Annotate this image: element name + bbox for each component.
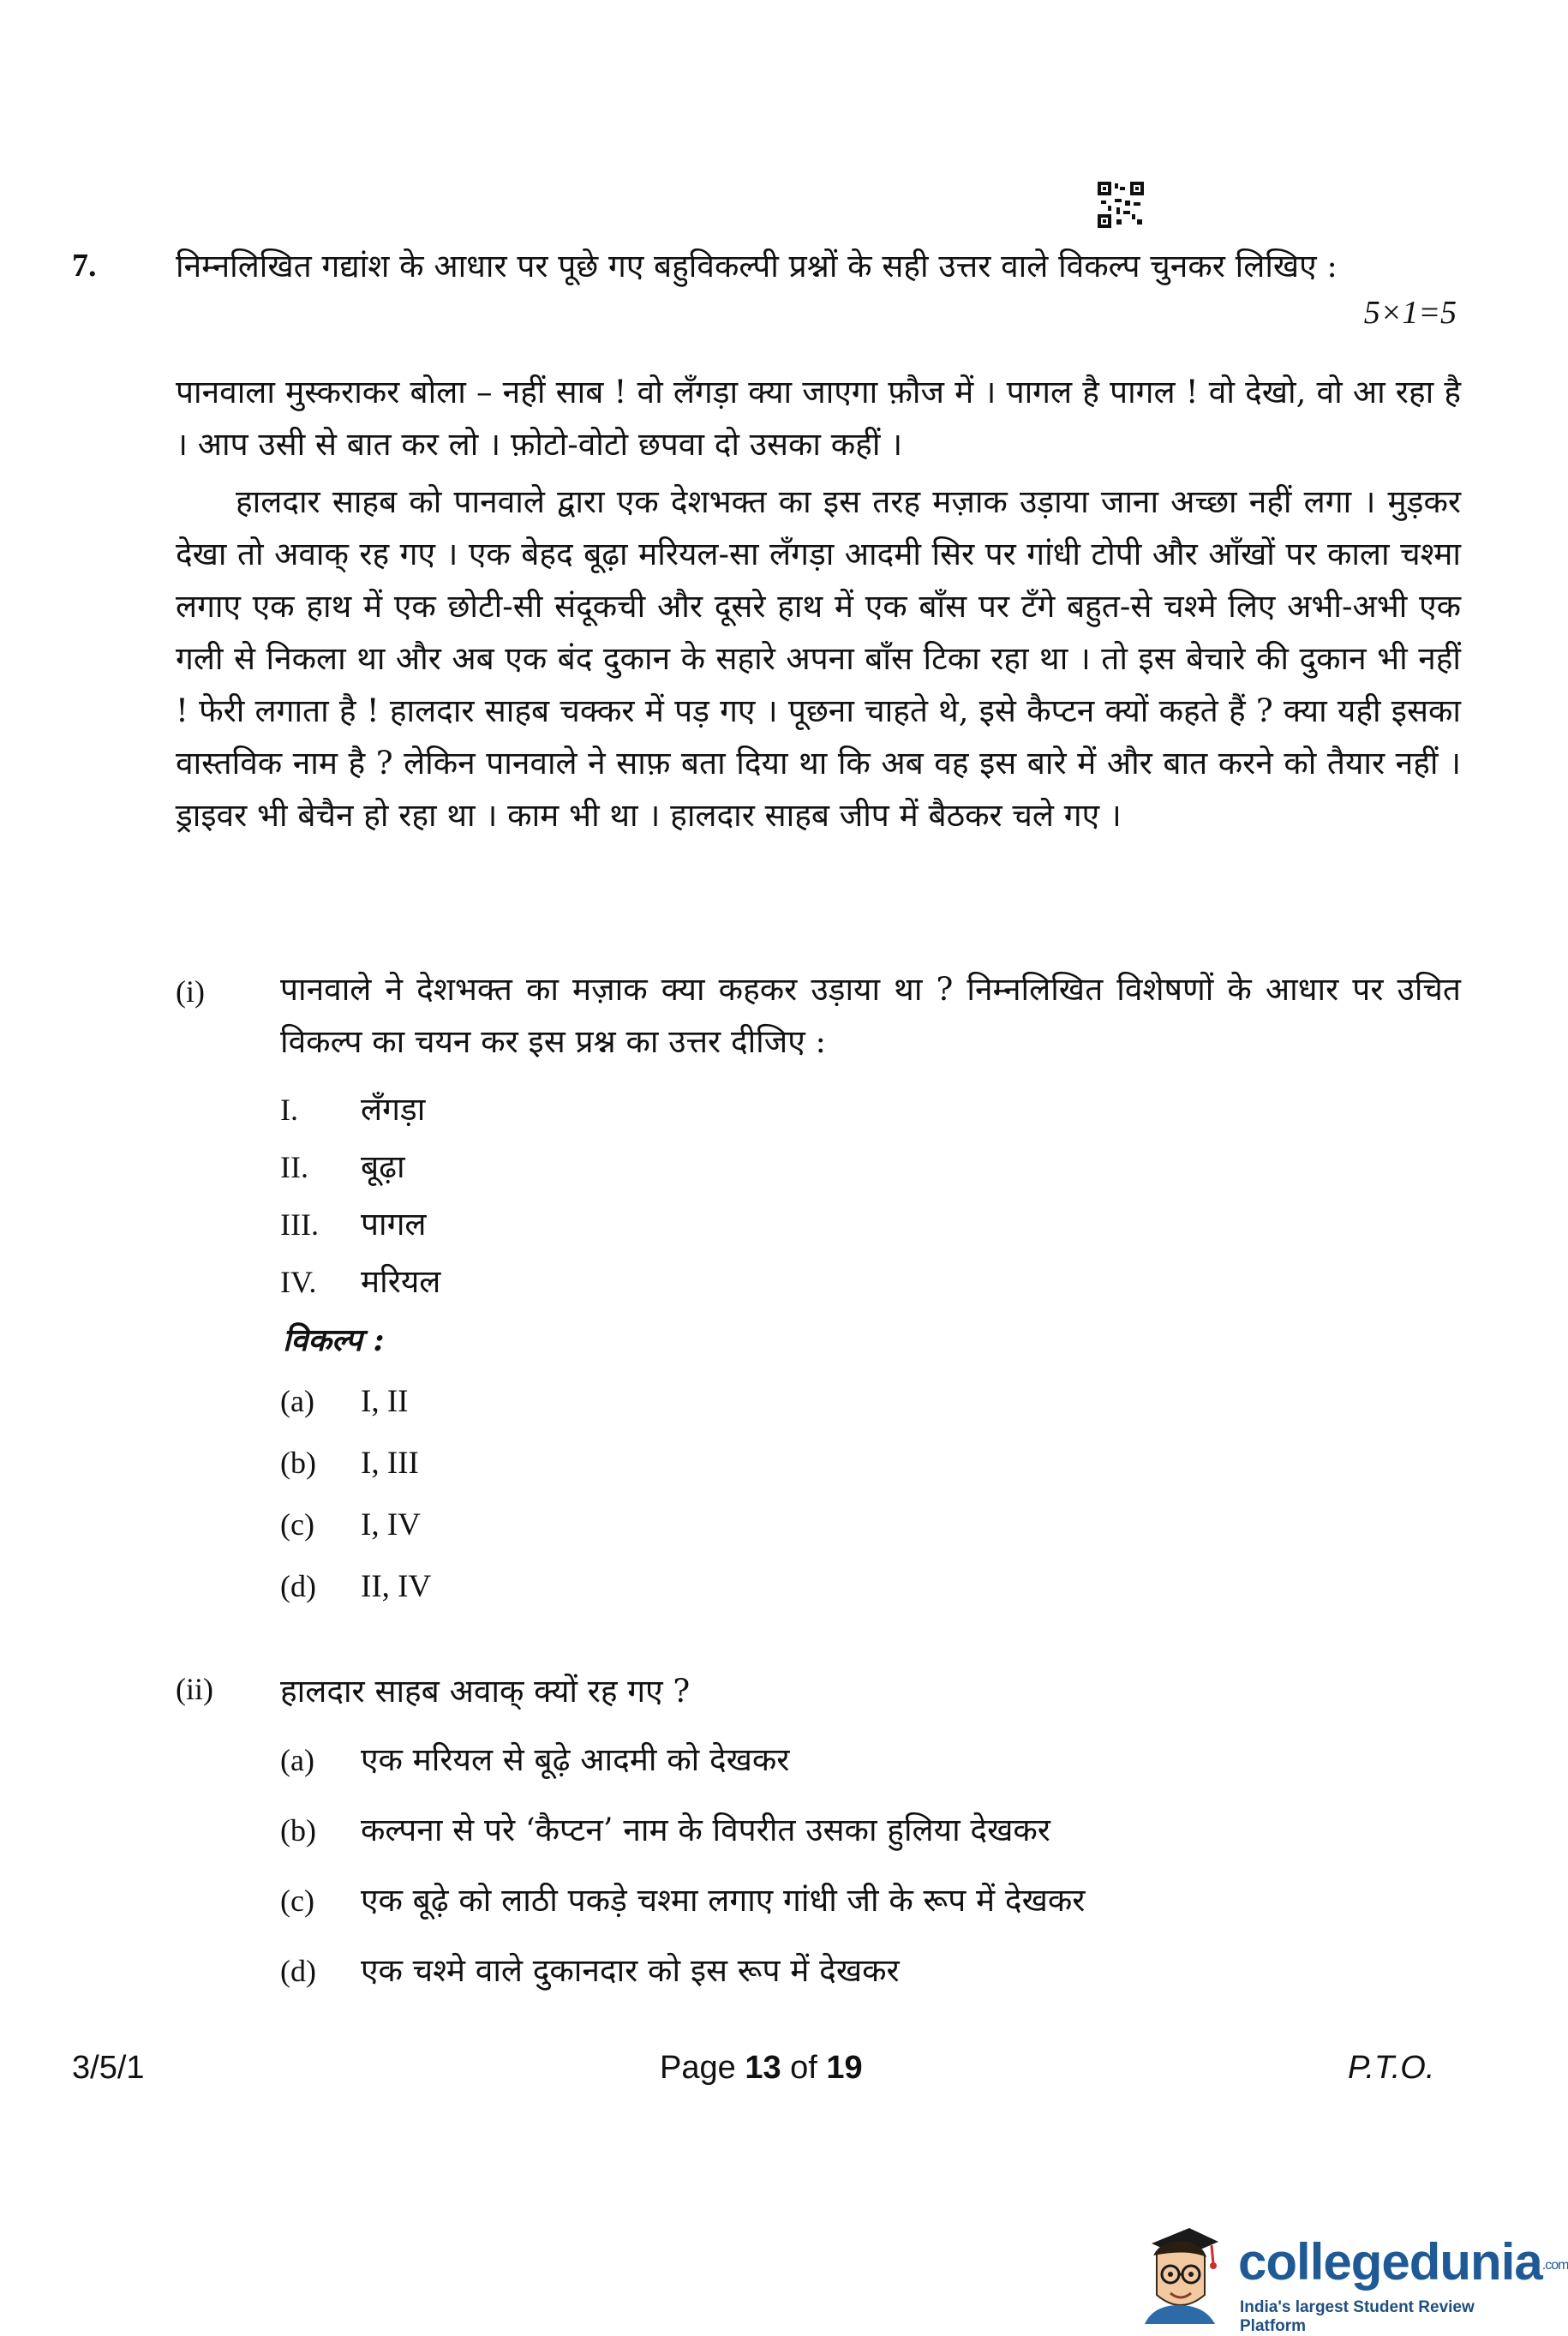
option bbox=[280, 1877, 1085, 1920]
option-text: एक चश्मे वाले दुकानदार को इस रूप में देखकर bbox=[361, 1952, 900, 1989]
paper-code: 3/5/1 bbox=[72, 2050, 145, 2086]
option bbox=[280, 1444, 419, 1482]
options-heading: विकल्प : bbox=[283, 1322, 385, 1358]
brand-tagline: India's largest Student Review Platform bbox=[1240, 2298, 1475, 2335]
option-text: I, III bbox=[361, 1446, 419, 1481]
item-text: पागल bbox=[361, 1206, 427, 1243]
subquestion-1-text: पानवाले ने देशभक्त का मज़ाक क्या कहकर उड़ाया था ? निम्नलिखित विशेषणों के आधार पर उचित विकल्प का चयन कर इस प्रश्न का उत्तर दीजिए : bbox=[280, 971, 1461, 1060]
list-item bbox=[280, 1143, 405, 1187]
subquestion-1-number: (i) bbox=[176, 974, 205, 1009]
option-label: (c) bbox=[280, 1884, 314, 1918]
page-number bbox=[660, 2050, 863, 2087]
item-text: मरियल bbox=[361, 1263, 441, 1300]
option bbox=[280, 1806, 1050, 1850]
option bbox=[280, 1947, 900, 1991]
page-current: 13 bbox=[745, 2050, 781, 2086]
brand-tld: .com bbox=[1541, 2258, 1568, 2273]
option-label: (b) bbox=[280, 1446, 316, 1480]
item-text: लँगड़ा bbox=[361, 1091, 426, 1128]
list-item bbox=[280, 1258, 440, 1302]
qr-code-icon bbox=[1098, 182, 1144, 228]
mascot-logo-icon bbox=[1136, 2219, 1222, 2324]
item-label: III. bbox=[280, 1207, 319, 1242]
page-prefix: Page bbox=[660, 2050, 745, 2086]
passage-paragraph-1: पानवाला मुस्कराकर बोला – नहीं साब ! वो लँगड़ा क्या जाएगा फ़ौज में । पागल है पागल ! वो देखो, वो आ रहा है । आप उसी से बात कर लो । फ़ोटो-वोटो छपवा दो उसका कहीं । bbox=[176, 374, 1461, 463]
page-total: 19 bbox=[826, 2050, 863, 2086]
option-label: (b) bbox=[280, 1813, 316, 1848]
option-text: एक मरियल से बूढ़े आदमी को देखकर bbox=[361, 1741, 790, 1778]
option bbox=[280, 1736, 789, 1780]
option-text: II, IV bbox=[361, 1569, 432, 1604]
subquestion-2-text: हालदार साहब अवाक् क्यों रह गए ? bbox=[280, 1673, 691, 1710]
option-label: (a) bbox=[280, 1743, 314, 1777]
item-label: II. bbox=[280, 1150, 308, 1184]
option-label: (d) bbox=[280, 1569, 316, 1603]
option-label: (c) bbox=[280, 1507, 314, 1542]
brand-name bbox=[1238, 2232, 1568, 2291]
item-label: I. bbox=[280, 1093, 298, 1127]
option-text: I, IV bbox=[361, 1507, 421, 1542]
question-instruction: निम्नलिखित गद्यांश के आधार पर पूछे गए बहुविकल्पी प्रश्नों के सही उत्तर वाले विकल्प चुनकर लिखिए : bbox=[176, 248, 1338, 285]
question-number: 7. bbox=[72, 248, 97, 284]
option bbox=[280, 1506, 421, 1543]
list-item bbox=[280, 1201, 427, 1244]
brand-name-text: collegedunia bbox=[1238, 2233, 1542, 2291]
pto-label: P.T.O. bbox=[1348, 2050, 1435, 2086]
page-of: of bbox=[781, 2050, 827, 2086]
item-label: IV. bbox=[280, 1265, 317, 1299]
question-marks: 5×1=5 bbox=[1363, 295, 1457, 331]
item-text: बूढ़ा bbox=[361, 1148, 405, 1185]
subquestion-2-number: (ii) bbox=[176, 1672, 213, 1706]
option-text: I, II bbox=[361, 1384, 409, 1419]
option-text: एक बूढ़े को लाठी पकड़े चश्मा लगाए गांधी जी के रूप में देखकर bbox=[361, 1882, 1086, 1919]
list-item bbox=[280, 1086, 425, 1129]
passage-paragraph-2: हालदार साहब को पानवाले द्वारा एक देशभक्त का इस तरह मज़ाक उड़ाया जाना अच्छा नहीं लगा । मुड़कर देखा तो अवाक् रह गए । एक बेहद बूढ़ा मरियल-सा लँगड़ा आदमी सिर पर गांधी टोपी और आँखों पर काला चश्मा लगाए एक हाथ में एक छोटी-सी संदूकची और दूसरे हाथ में एक बाँस पर टँगे बहुत-से चश्मे लिए अभी-अभी एक गली से निकला था और अब एक बंद दुकान के सहारे अपना बाँस टिका रहा था । तो इस बेचारे की दुकान भी नहीं ! फेरी लगाता है ! हालदार साहब चक्कर में पड़ गए । पूछना चाहते थे, इसे कैप्टन क्यों कहते हैं ? क्या यही इसका वास्तविक नाम है ? लेकिन पानवाले ने साफ़ बता दिया था कि अब वह इस बारे में और बात करने को तैयार नहीं । ड्राइवर भी बेचैन हो रहा था । काम भी था । हालदार साहब जीप में बैठकर चले गए । bbox=[176, 483, 1461, 834]
option bbox=[280, 1567, 431, 1605]
option bbox=[280, 1382, 408, 1420]
option-label: (d) bbox=[280, 1954, 316, 1988]
option-label: (a) bbox=[280, 1384, 314, 1418]
option-text: कल्पना से परे ‘कैप्टन’ नाम के विपरीत उसका हुलिया देखकर bbox=[361, 1812, 1050, 1848]
